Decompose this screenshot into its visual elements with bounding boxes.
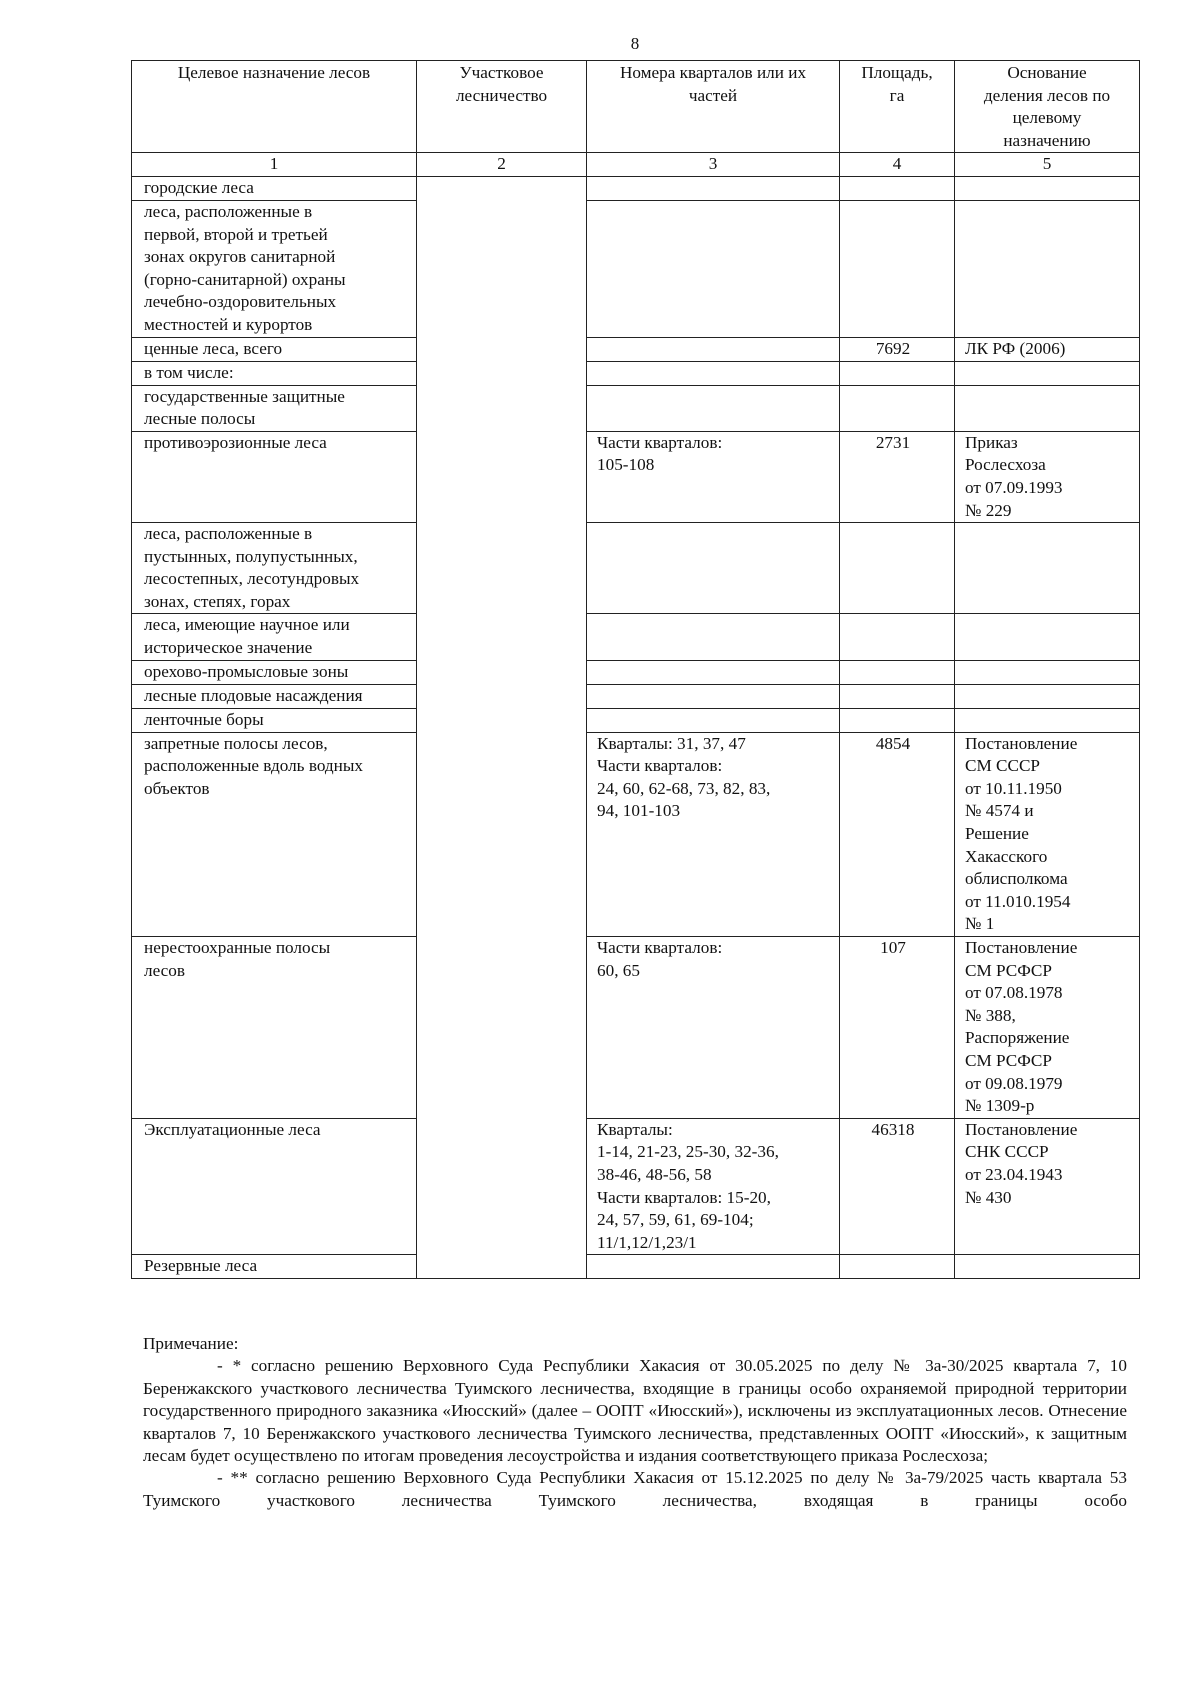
- basis-cell-line: от 07.08.1978: [965, 983, 1063, 1003]
- table-row: [132, 708, 1140, 732]
- basis-cell-line: Постановление: [965, 733, 1078, 753]
- purpose-cell-line: историческое значение: [144, 638, 313, 658]
- column-number-row: [132, 153, 1140, 177]
- basis-cell: [955, 361, 1140, 385]
- purpose-cell-line: зонах, степях, горах: [144, 591, 291, 611]
- notes-title: Примечание:: [143, 1334, 239, 1353]
- purpose-cell-line: пустынных, полупустынных,: [144, 546, 358, 566]
- quarters-cell: [587, 732, 840, 936]
- column-number: 1: [132, 153, 417, 177]
- quarters-cell-line: 105-108: [597, 455, 655, 475]
- column-header-3-line: частей: [688, 85, 738, 105]
- purpose-cell-line: местностей и курортов: [144, 314, 313, 334]
- purpose-cell-line: расположенные вдоль водных: [144, 756, 363, 776]
- basis-cell-line: № 430: [965, 1187, 1012, 1207]
- purpose-cell-line: (горно-санитарной) охраны: [144, 269, 346, 289]
- basis-cell-line: Постановление: [965, 1119, 1078, 1139]
- purpose-cell-line: орехово-промысловые зоны: [144, 661, 349, 681]
- column-number: 2: [417, 153, 587, 177]
- column-header-2-line: лесничество: [455, 85, 548, 105]
- purpose-cell-line: зонах округов санитарной: [144, 247, 336, 267]
- basis-cell-line: № 1309-р: [965, 1096, 1035, 1116]
- table-row: [132, 937, 1140, 1119]
- area-cell: [840, 200, 955, 337]
- quarters-cell-line: Части кварталов:: [597, 756, 723, 776]
- basis-cell: [955, 684, 1140, 708]
- quarters-cell-line: 11/1,12/1,23/1: [597, 1232, 697, 1252]
- quarters-cell-line: 38-46, 48-56, 58: [597, 1164, 712, 1184]
- quarters-cell-line: 24, 60, 62-68, 73, 82, 83,: [597, 778, 771, 798]
- table-row: [132, 614, 1140, 660]
- column-header-1: [132, 61, 417, 153]
- table-header-row: [132, 61, 1140, 153]
- table-row: [132, 361, 1140, 385]
- purpose-cell-line: лесов: [144, 960, 185, 980]
- purpose-cell-line: запретные полосы лесов,: [144, 733, 328, 753]
- quarters-cell-line: 60, 65: [597, 960, 640, 980]
- area-cell: [840, 523, 955, 614]
- column-header-4-line: Площадь,: [861, 63, 933, 82]
- basis-cell: [955, 523, 1140, 614]
- area-cell: [840, 660, 955, 684]
- table-row: [132, 732, 1140, 936]
- quarters-cell-line: 94, 101-103: [597, 801, 681, 821]
- basis-cell: [955, 176, 1140, 200]
- basis-cell: [955, 200, 1140, 337]
- area-cell: [840, 361, 955, 385]
- quarters-cell: [587, 385, 840, 431]
- table-row: [132, 1255, 1140, 1279]
- basis-cell: [955, 660, 1140, 684]
- basis-cell-line: Решение: [965, 824, 1029, 844]
- quarters-cell: [587, 176, 840, 200]
- basis-cell-line: от 11.010.1954: [965, 891, 1071, 911]
- purpose-cell-line: лесные плодовые насаждения: [144, 685, 363, 705]
- forest-purpose-table: [131, 60, 1140, 1279]
- purpose-cell-line: леса, расположенные в: [144, 201, 313, 221]
- basis-cell-line: Хакасского: [965, 846, 1048, 866]
- table-row: [132, 176, 1140, 200]
- quarters-cell: [587, 523, 840, 614]
- quarters-cell-line: Части кварталов: 15-20,: [597, 1187, 771, 1207]
- purpose-cell-line: леса, имеющие научное или: [144, 615, 350, 635]
- basis-cell-line: от 10.11.1950: [965, 778, 1062, 798]
- basis-cell-line: Рослесхоза: [965, 455, 1046, 475]
- basis-cell-line: ЛК РФ (2006): [965, 338, 1066, 358]
- basis-cell: [955, 1118, 1140, 1255]
- purpose-cell: [132, 1255, 417, 1279]
- purpose-cell: [132, 523, 417, 614]
- quarters-cell: [587, 1255, 840, 1279]
- basis-cell: [955, 614, 1140, 660]
- area-cell: 4854: [840, 732, 955, 936]
- purpose-cell: [132, 1118, 417, 1255]
- quarters-cell-line: 24, 57, 59, 61, 69-104;: [597, 1210, 754, 1230]
- page-number: 8: [630, 34, 640, 53]
- area-cell: [840, 176, 955, 200]
- purpose-cell: [132, 337, 417, 361]
- purpose-cell-line: Резервные леса: [144, 1256, 258, 1276]
- quarters-cell: [587, 684, 840, 708]
- column-header-4-line: га: [889, 85, 905, 105]
- table-row: [132, 431, 1140, 522]
- quarters-cell: [587, 337, 840, 361]
- column-header-5: [955, 61, 1140, 153]
- table-row: [132, 523, 1140, 614]
- area-cell: 7692: [840, 337, 955, 361]
- table-row: [132, 200, 1140, 337]
- notes-section: [143, 1333, 1127, 1512]
- basis-cell-line: № 388,: [965, 1005, 1016, 1025]
- purpose-cell: [132, 385, 417, 431]
- purpose-cell-line: лечебно-оздоровительных: [144, 292, 337, 312]
- table-row: [132, 337, 1140, 361]
- basis-cell: [955, 732, 1140, 936]
- area-cell: [840, 385, 955, 431]
- district-cell: [417, 176, 587, 1278]
- purpose-cell-line: ленточные боры: [144, 709, 264, 729]
- purpose-cell-line: леса, расположенные в: [144, 524, 313, 544]
- purpose-cell-line: противоэрозионные леса: [144, 432, 327, 452]
- column-header-3: [587, 61, 840, 153]
- purpose-cell: [132, 200, 417, 337]
- quarters-cell: [587, 614, 840, 660]
- quarters-cell: [587, 708, 840, 732]
- purpose-cell-line: в том числе:: [144, 362, 234, 382]
- basis-cell-line: от 23.04.1943: [965, 1164, 1063, 1184]
- quarters-cell: [587, 200, 840, 337]
- column-header-5-line: деления лесов по: [983, 85, 1111, 105]
- basis-cell: [955, 708, 1140, 732]
- basis-cell-line: СМ РСФСР: [965, 1050, 1052, 1070]
- quarters-cell: [587, 660, 840, 684]
- column-header-5-line: назначению: [1003, 130, 1091, 150]
- quarters-cell: [587, 431, 840, 522]
- basis-cell-line: № 229: [965, 500, 1012, 520]
- area-cell: [840, 708, 955, 732]
- basis-cell-line: СМ СССР: [965, 756, 1040, 776]
- basis-cell-line: Постановление: [965, 938, 1078, 957]
- basis-cell: [955, 1255, 1140, 1279]
- note-paragraph-2: - ** согласно решению Верховного Суда Республики Хакасия от 15.12.2025 по делу № 3а-79/2025 часть квартала 53 Туимского участкового лесничества Туимского лесничества, входящая в границы особо: [143, 1468, 1127, 1510]
- column-header-3-line: Номера кварталов или их: [619, 63, 807, 82]
- purpose-cell: [132, 732, 417, 936]
- purpose-cell-line: первой, второй и третьей: [144, 224, 328, 244]
- purpose-cell-line: городские леса: [144, 177, 254, 197]
- basis-cell: [955, 385, 1140, 431]
- column-number: 5: [955, 153, 1140, 177]
- purpose-cell: [132, 660, 417, 684]
- purpose-cell-line: нерестоохранные полосы: [144, 938, 331, 957]
- basis-cell: [955, 337, 1140, 361]
- quarters-cell-line: Кварталы: 31, 37, 47: [597, 733, 746, 753]
- basis-cell-line: № 1: [965, 914, 995, 934]
- basis-cell: [955, 431, 1140, 522]
- basis-cell-line: Распоряжение: [965, 1028, 1070, 1048]
- quarters-cell: [587, 1118, 840, 1255]
- basis-cell-line: облисполкома: [965, 869, 1068, 889]
- area-cell: 2731: [840, 431, 955, 522]
- table-row: [132, 1118, 1140, 1255]
- purpose-cell-line: ценные леса, всего: [144, 338, 283, 358]
- purpose-cell: [132, 176, 417, 200]
- basis-cell-line: Приказ: [965, 432, 1018, 452]
- quarters-cell-line: 1-14, 21-23, 25-30, 32-36,: [597, 1142, 779, 1162]
- purpose-cell-line: Эксплуатационные леса: [144, 1119, 321, 1139]
- basis-cell-line: от 07.09.1993: [965, 477, 1063, 497]
- purpose-cell-line: лесные полосы: [144, 409, 256, 429]
- column-number: 3: [587, 153, 840, 177]
- column-header-5-line: Основание: [1007, 63, 1087, 82]
- area-cell: 107: [840, 937, 955, 1119]
- table-row: [132, 385, 1140, 431]
- purpose-cell-line: объектов: [144, 778, 210, 798]
- table-row: [132, 660, 1140, 684]
- purpose-cell: [132, 684, 417, 708]
- purpose-cell: [132, 614, 417, 660]
- quarters-cell-line: Части кварталов:: [597, 938, 723, 957]
- quarters-cell: [587, 361, 840, 385]
- note-paragraph-1: - * согласно решению Верховного Суда Республики Хакасия от 30.05.2025 по делу № 3а-30/2025 квартала 7, 10 Беренжакского участкового лесничества Туимского лесничества, входящие в границы особо охраняемой природной территории государственного природного заказника «Июсский» (далее – ООПТ «Июсский»), исключены из эксплуатационных лесов. Отнесение кварталов 7, 10 Беренжакского участкового лесничества Туимского лесничества, представленных ООПТ «Июсский», к защитным лесам будет осуществлено по итогам проведения лесоустройства и издания соответствующего приказа Рослесхоза;: [143, 1356, 1127, 1466]
- column-number: 4: [840, 153, 955, 177]
- purpose-cell: [132, 708, 417, 732]
- purpose-cell-line: лесостепных, лесотундровых: [144, 569, 360, 589]
- basis-cell-line: № 4574 и: [965, 801, 1034, 821]
- area-cell: 46318: [840, 1118, 955, 1255]
- purpose-cell: [132, 431, 417, 522]
- basis-cell-line: СНК СССР: [965, 1142, 1049, 1162]
- quarters-cell: [587, 937, 840, 1119]
- purpose-cell: [132, 361, 417, 385]
- basis-cell-line: СМ РСФСР: [965, 960, 1052, 980]
- area-cell: [840, 1255, 955, 1279]
- table-row: [132, 684, 1140, 708]
- basis-cell: [955, 937, 1140, 1119]
- area-cell: [840, 684, 955, 708]
- basis-cell-line: от 09.08.1979: [965, 1073, 1063, 1093]
- quarters-cell-line: Части кварталов:: [597, 432, 723, 452]
- area-cell: [840, 614, 955, 660]
- quarters-cell-line: Кварталы:: [597, 1119, 673, 1139]
- purpose-cell: [132, 937, 417, 1119]
- purpose-cell-line: государственные защитные: [144, 386, 345, 406]
- column-header-5-line: целевому: [1012, 108, 1082, 128]
- column-header-1-line: Целевое назначение лесов: [177, 63, 371, 82]
- column-header-2-line: Участковое: [459, 63, 544, 82]
- column-header-4: [840, 61, 955, 153]
- column-header-2: [417, 61, 587, 153]
